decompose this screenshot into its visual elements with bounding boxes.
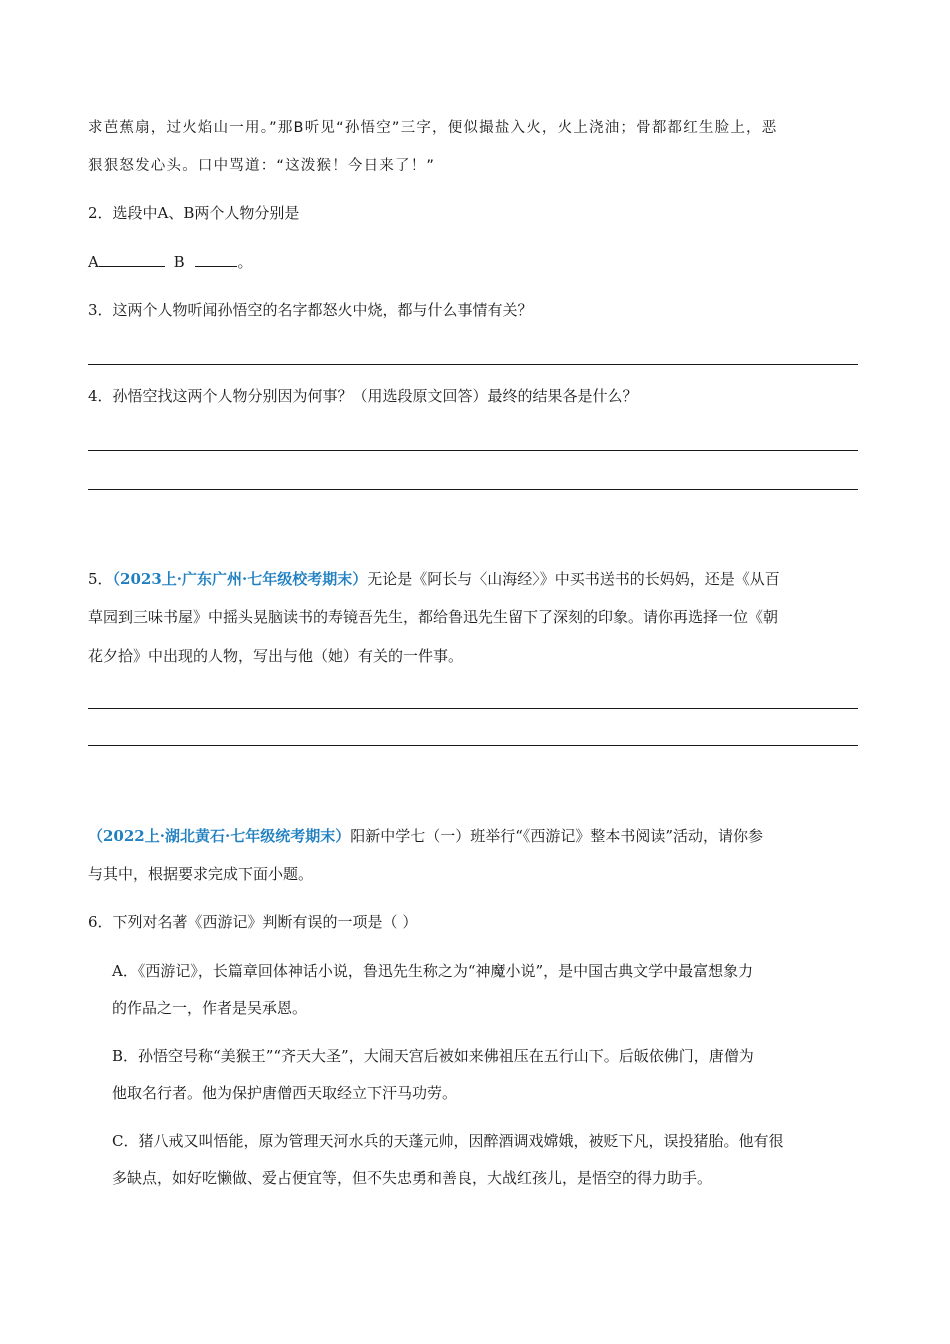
answer-end-mark: 。 <box>237 253 253 271</box>
option-a-line-1[interactable]: A．《西游记》，长篇章回体神话小说，鲁迅先生称之为“神魔小说”，是中国古典文学中最富想象力 <box>112 962 754 980</box>
passage-line-2: 狠狠怒发心头。口中骂道：“这泼猴！今日来了！” <box>88 158 436 174</box>
question-4-stem: 4．孙悟空找这两个人物分别因为何事？（用选段原文回答）最终的结果各是什么？ <box>88 387 638 405</box>
question-3-stem: 3．这两个人物听闻孙悟空的名字都怒火中烧，都与什么事情有关？ <box>88 301 533 319</box>
question-5-line-1 <box>88 569 858 589</box>
option-b-line-1[interactable]: B．孙悟空号称“美猴王”“齐天大圣”，大闹天宫后被如来佛祖压在五行山下。后皈依佛门，唐僧为 <box>112 1047 754 1065</box>
question-5-line-2: 草园到三味书屋》中摇头晃脑读书的寿镜吾先生，都给鲁迅先生留下了深刻的印象。请你再选择一位《朝 <box>88 608 779 626</box>
option-b-line-2[interactable]: 他取名行者。他为保护唐僧西天取经立下汗马功劳。 <box>112 1084 458 1102</box>
group-intro-line-2: 与其中，根据要求完成下面小题。 <box>88 865 314 883</box>
option-c-line-2[interactable]: 多缺点，如好吃懒做、爱占便宜等，但不失忠勇和善良，大战红孩儿，是悟空的得力助手。 <box>112 1169 713 1187</box>
answer-rule-q3[interactable] <box>88 364 858 365</box>
answer-label-a: A <box>88 253 99 271</box>
answer-blank-b[interactable] <box>195 250 237 267</box>
answer-rule-q4-1[interactable] <box>88 450 858 451</box>
question-2-answer-line <box>88 250 858 272</box>
question-2-stem: 2．选段中A、B两个人物分别是 <box>88 204 300 222</box>
question-5-number: 5． <box>88 570 113 588</box>
question-5-line-3: 花夕拾》中出现的人物，写出与他（她）有关的一件事。 <box>88 647 464 665</box>
group-intro-line-1 <box>88 826 858 846</box>
answer-blank-a[interactable] <box>99 250 165 267</box>
answer-rule-q5-1[interactable] <box>88 708 858 709</box>
option-c-line-1[interactable]: C．猪八戒又叫悟能，原为管理天河水兵的天蓬元帅，因醉酒调戏嫦娥，被贬下凡，误投猪胎。他有很 <box>112 1132 784 1150</box>
question-6-stem: 6．下列对名著《西游记》判断有误的一项是（ ） <box>88 913 418 931</box>
question-5-text: 无论是《阿长与〈山海经〉》中买书送书的长妈妈，还是《从百 <box>367 570 780 588</box>
group-source: （2022上·湖北黄石·七年级统考期末） <box>88 827 351 845</box>
option-a-line-2[interactable]: 的作品之一，作者是吴承恩。 <box>112 999 308 1017</box>
question-5-source: （2023上·广东广州·七年级校考期末） <box>112 570 368 588</box>
answer-label-b: B <box>173 253 185 271</box>
answer-rule-q5-2[interactable] <box>88 745 858 746</box>
answer-rule-q4-2[interactable] <box>88 489 858 490</box>
passage-line-1: 求芭蕉扇，过火焰山一用。”那B听见“孙悟空”三字，便似撮盐入火，火上浇油；骨都都红生脸上，恶 <box>88 120 778 136</box>
group-intro-text: 阳新中学七（一）班举行“《西游记》整本书阅读”活动，请你参 <box>350 827 764 845</box>
